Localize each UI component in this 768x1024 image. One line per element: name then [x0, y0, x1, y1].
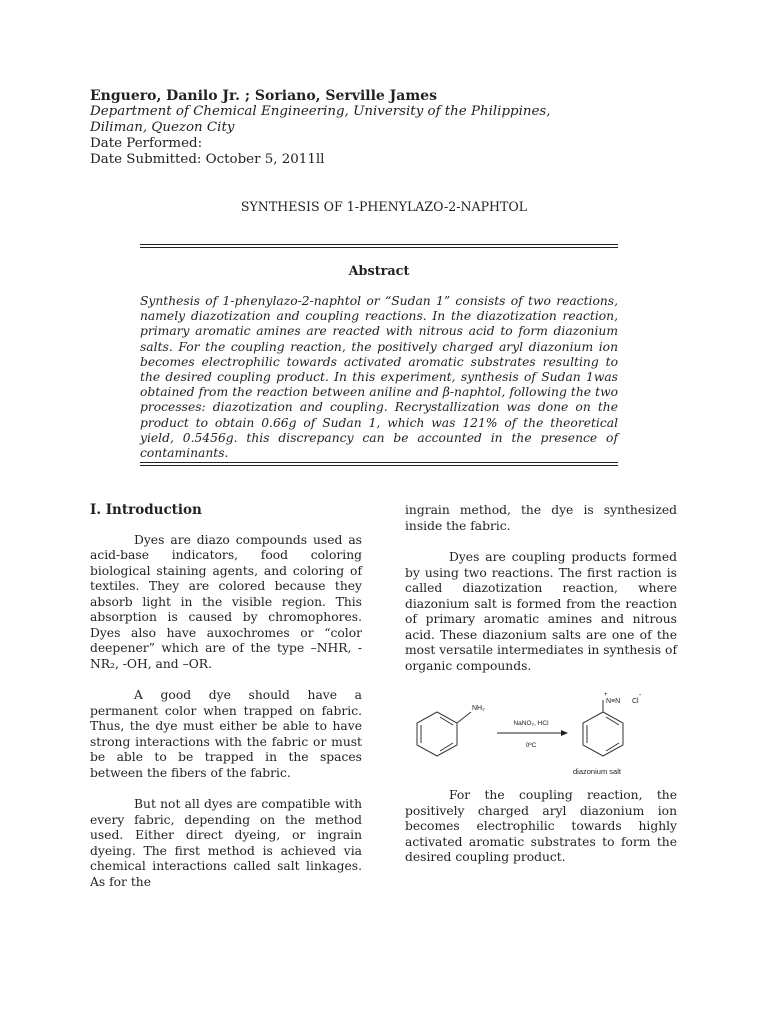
intro-paragraph-3: But not all dyes are compatible with every fabric, depending on the method used. Either direct dyeing, or ingrain dyeing. The first method is achieved via chemical interactions called salt linkages. As for the: [90, 797, 362, 889]
date-performed: Date Performed:: [90, 136, 203, 151]
diazonium-ring-icon: [583, 700, 623, 756]
aniline-ring-icon: [417, 712, 471, 756]
abstract-bottom-rule-1: [140, 462, 618, 463]
diazotization-scheme: [405, 692, 677, 778]
reagents-label: NaNO₂, HCl: [513, 720, 549, 727]
right-column-continued: [405, 788, 677, 882]
conditions-label: 0ºC: [525, 742, 537, 749]
charge-plus-label: +: [604, 692, 608, 698]
intro-paragraph-2: A good dye should have a permanent color when trapped on fabric. Thus, the dye must either be able to have strong interactions with the fabric or must be able to be trapped in the spaces between the fibers of the fabric.: [90, 688, 362, 780]
date-submitted: Date Submitted: October 5, 2011ll: [90, 152, 325, 167]
abstract-heading: Abstract: [348, 264, 410, 279]
right-column: [405, 503, 677, 690]
arrowhead-icon: [561, 730, 568, 736]
counter-ion-label: Cl: [632, 698, 639, 705]
affiliation-line-1: Department of Chemical Engineering, University of the Philippines,: [90, 104, 551, 119]
author-names: Enguero, Danilo Jr. ; Soriano, Serville James: [90, 88, 437, 104]
intro-paragraph-1: Dyes are diazo compounds used as acid-base indicators, food coloring biological staining agents, and coloring of textiles. They are colored because they absorb light in the visible region. This absorption is caused by chromophores. Dyes also have auxochromes or “color deepener” which are of the type –NHR, -NR₂, -OH, and –OR.: [90, 532, 362, 671]
reaction-scheme-figure: [405, 692, 677, 778]
abstract-top-rule-2: [140, 247, 618, 248]
abstract-text: Synthesis of 1-phenylazo-2-naphtol or “Sudan 1” consists of two reactions, namely diazotization and coupling reactions. In the diazotization reaction, primary aromatic amines are reacted with nitrous acid to form diazonium salts. For the coupling reaction, the positively charged aryl diazonium ion becomes electrophilic towards activated aromatic substrates resulting to the desired coupling product. In this experiment, synthesis of Sudan 1was obtained from the reaction between aniline and β-naphtol, following the two processes: diazotization and coupling. Recrystallization was done on the product to obtain 0.66g of Sudan 1, which was 121% of the theoretical yield, 0.5456g. this discrepancy can be accounted in the presence of contaminants.: [140, 294, 618, 461]
paper-title: SYNTHESIS OF 1-PHENYLAZO-2-NAPHTOL: [240, 199, 528, 214]
product-label: diazonium salt: [573, 767, 621, 776]
intro-paragraph-4: ingrain method, the dye is synthesized inside the fabric.: [405, 503, 677, 533]
charge-minus-label: -: [639, 692, 642, 699]
affiliation-line-2: Diliman, Quezon City: [90, 120, 235, 135]
section-heading-introduction: I. Introduction: [90, 502, 202, 518]
intro-paragraph-5: Dyes are coupling products formed by using two reactions. The first raction is called diazotization reaction, where diazonium salt is formed from the reaction of primary aromatic amines and nitrous acid. These diazonium salts are one of the most versatile intermediates in synthesis of organic compounds.: [405, 550, 677, 673]
abstract-bottom-rule-2: [140, 465, 618, 466]
author-block: [90, 88, 690, 168]
intro-paragraph-6: For the coupling reaction, the positively charged aryl diazonium ion becomes electrophilic towards highly activated aromatic substrates to form the desired coupling product.: [405, 788, 677, 864]
left-column: [90, 503, 362, 906]
product-group-label: N≡N: [606, 698, 621, 705]
reactant-group-label: NH₂: [472, 705, 485, 712]
abstract-top-rule-1: [140, 244, 618, 245]
